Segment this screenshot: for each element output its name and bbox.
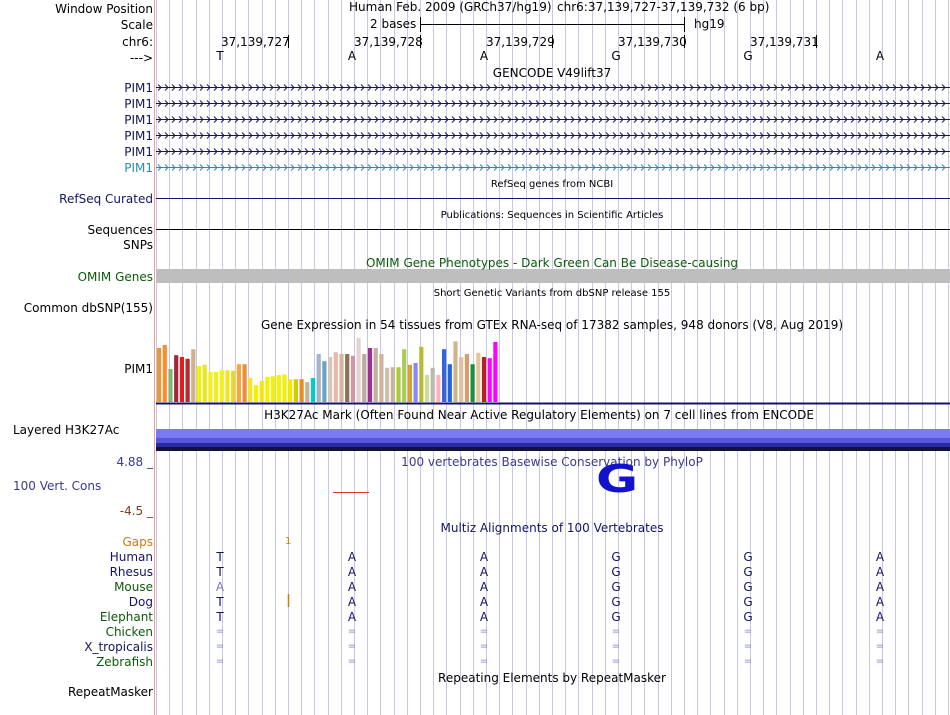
- gtex-bar: [300, 379, 304, 402]
- aligned-base: G: [743, 550, 753, 564]
- h3k27ac-signal[interactable]: [156, 429, 950, 451]
- gtex-bar: [493, 342, 497, 402]
- aligned-base: =: [875, 641, 885, 652]
- aligned-base: T: [216, 550, 224, 564]
- gtex-bar: [282, 374, 286, 402]
- aligned-base: =: [875, 656, 885, 667]
- gtex-bar: [476, 353, 480, 402]
- refseq-label[interactable]: RefSeq Curated: [59, 192, 153, 206]
- refseq-title: RefSeq genes from NCBI: [490, 179, 614, 190]
- gtex-bar: [368, 348, 372, 402]
- aligned-base: G: [611, 550, 621, 564]
- base-grid: [157, 0, 949, 715]
- aligned-base: A: [347, 550, 357, 564]
- gtex-bar: [322, 361, 326, 402]
- aligned-base: A: [347, 565, 357, 579]
- coord-2: 37,139,728: [354, 35, 423, 49]
- gtex-bar: [408, 365, 412, 402]
- gtex-bar: [345, 354, 349, 402]
- aligned-base: A: [479, 580, 489, 594]
- gtex-bar: [265, 377, 269, 402]
- gtex-bar: [191, 349, 195, 402]
- gencode-transcript-2[interactable]: PIM1: [124, 97, 153, 111]
- gtex-bar: [157, 348, 161, 402]
- gtex-bar: [203, 365, 207, 402]
- dbsnp-label[interactable]: Common dbSNP(155): [23, 301, 153, 315]
- gencode-transcript-5[interactable]: PIM1: [124, 145, 153, 159]
- aligned-base: G: [743, 595, 753, 609]
- gtex-bar: [208, 372, 212, 402]
- species-label[interactable]: X_tropicalis: [84, 640, 153, 654]
- gencode-transcript-3[interactable]: PIM1: [124, 113, 153, 127]
- species-label[interactable]: Mouse: [114, 580, 153, 594]
- aligned-base: A: [479, 610, 489, 624]
- aligned-base: =: [611, 626, 621, 637]
- species-label[interactable]: Rhesus: [109, 565, 153, 579]
- gtex-bar: [448, 364, 452, 402]
- species-label[interactable]: Chicken: [105, 625, 153, 639]
- gtex-bar: [168, 369, 172, 402]
- gtex-bar: [260, 381, 264, 402]
- gtex-bar: [305, 382, 309, 402]
- gtex-bar: [465, 354, 469, 402]
- aligned-base: A: [479, 550, 489, 564]
- gtex-bar: [385, 368, 389, 402]
- gtex-bar: [453, 341, 457, 402]
- aligned-base: A: [875, 550, 885, 564]
- omim-title: OMIM Gene Phenotypes - Dark Green Can Be Disease-causing: [365, 256, 739, 270]
- aligned-base: A: [479, 595, 489, 609]
- aligned-base: A: [347, 580, 357, 594]
- gtex-bar: [488, 358, 492, 402]
- conservation-logo-letter: G: [596, 457, 639, 501]
- db-label: hg19: [694, 17, 725, 31]
- gtex-bar: [414, 363, 418, 402]
- aligned-base: T: [216, 595, 224, 609]
- aligned-base: G: [611, 610, 621, 624]
- ref-base-1: T: [216, 49, 224, 63]
- ref-base-2: A: [347, 49, 357, 63]
- gtex-bar: [339, 354, 343, 402]
- scale-text: 2 bases: [370, 17, 417, 31]
- gtex-bar: [277, 375, 281, 402]
- ref-base-3: A: [479, 49, 489, 63]
- gencode-transcript-6[interactable]: PIM1: [124, 161, 153, 175]
- gaps-mark: 1: [285, 536, 292, 547]
- aligned-base: =: [743, 641, 753, 652]
- aligned-base: G: [743, 565, 753, 579]
- omim-label[interactable]: OMIM Genes: [77, 270, 153, 284]
- gtex-bar: [442, 349, 446, 402]
- aligned-base: G: [743, 610, 753, 624]
- gtex-bar: [471, 364, 475, 402]
- aligned-base: =: [479, 641, 489, 652]
- aligned-base: A: [347, 595, 357, 609]
- aligned-base: T: [216, 610, 224, 624]
- gtex-bar: [237, 364, 241, 402]
- gtex-bar: [174, 355, 178, 402]
- gtex-bar: [334, 352, 338, 402]
- sequences-label[interactable]: Sequences: [87, 223, 153, 237]
- aligned-base: A: [875, 610, 885, 624]
- coord-5: 37,139,731: [750, 35, 819, 49]
- gtex-bar: [391, 367, 395, 402]
- repeatmasker-title: Repeating Elements by RepeatMasker: [438, 671, 666, 685]
- aligned-base: =: [215, 626, 225, 637]
- omim-bar[interactable]: [156, 269, 950, 283]
- gencode-title: GENCODE V49lift37: [492, 66, 612, 80]
- gtex-bar: [186, 359, 190, 402]
- aligned-base: G: [743, 580, 753, 594]
- gtex-label[interactable]: PIM1: [124, 362, 153, 376]
- chr-label: chr6:: [122, 35, 153, 49]
- snps-label[interactable]: SNPs: [123, 238, 153, 252]
- gencode-transcript-4[interactable]: PIM1: [124, 129, 153, 143]
- window-position-label: Window Position: [55, 2, 153, 16]
- gtex-bar: [231, 371, 235, 402]
- aligned-base: A: [875, 580, 885, 594]
- conservation-min-label: -4.5 _: [119, 504, 153, 518]
- dbsnp-title: Short Genetic Variants from dbSNP release 155: [433, 288, 671, 299]
- gtex-bar: [311, 378, 315, 402]
- coord-1: 37,139,727: [221, 35, 290, 49]
- aligned-base: =: [875, 626, 885, 637]
- gtex-bar: [248, 378, 252, 402]
- aligned-base: G: [611, 595, 621, 609]
- coord-4: 37,139,730: [618, 35, 687, 49]
- aligned-base: =: [215, 641, 225, 652]
- aligned-base: =: [347, 641, 357, 652]
- gtex-bar: [351, 356, 355, 402]
- gencode-transcript-1[interactable]: PIM1: [124, 81, 153, 95]
- assembly-text: Human Feb. 2009 (GRCh37/hg19): [349, 0, 552, 14]
- gtex-bar: [288, 379, 292, 402]
- gtex-bar: [396, 367, 400, 402]
- aligned-base: =: [347, 656, 357, 667]
- aligned-base: =: [611, 656, 621, 667]
- aligned-base: A: [347, 610, 357, 624]
- aligned-base: A: [215, 580, 225, 594]
- gtex-bar: [357, 338, 361, 402]
- gtex-bar: [180, 357, 184, 402]
- conservation-label[interactable]: 100 Vert. Cons: [13, 479, 102, 493]
- gtex-bar: [163, 345, 167, 402]
- aligned-base: =: [479, 626, 489, 637]
- position-text: chr6:37,139,727-37,139,732 (6 bp): [557, 0, 770, 14]
- gtex-bar: [197, 366, 201, 402]
- species-label[interactable]: Elephant: [99, 610, 153, 624]
- h3k27ac-label[interactable]: Layered H3K27Ac: [13, 423, 120, 437]
- conservation-title: 100 vertebrates Basewise Conservation by PhyloP: [401, 455, 703, 469]
- gtex-bar: [220, 370, 224, 402]
- strand-label: --->: [129, 51, 153, 65]
- gtex-bar: [362, 354, 366, 402]
- species-label[interactable]: Zebrafish: [96, 655, 153, 669]
- gtex-bar: [317, 354, 321, 402]
- species-label[interactable]: Dog: [128, 595, 153, 609]
- aligned-base: =: [743, 656, 753, 667]
- gtex-bar: [436, 375, 440, 402]
- gtex-bar: [214, 372, 218, 402]
- aligned-base: =: [215, 656, 225, 667]
- gtex-bar: [271, 376, 275, 402]
- gtex-bar: [419, 347, 423, 402]
- gaps-label[interactable]: Gaps: [122, 535, 153, 549]
- coord-3: 37,139,729: [486, 35, 555, 49]
- aligned-base: =: [347, 626, 357, 637]
- gtex-bar: [482, 357, 486, 402]
- aligned-base: T: [216, 565, 224, 579]
- gtex-bar: [431, 368, 435, 402]
- conservation-max-label: 4.88 _: [116, 455, 153, 469]
- ref-base-5: G: [743, 49, 753, 63]
- gtex-bar: [254, 385, 258, 402]
- gtex-bar: [402, 349, 406, 402]
- gtex-bar: [225, 370, 229, 402]
- aligned-base: A: [875, 595, 885, 609]
- repeatmasker-label[interactable]: RepeatMasker: [67, 685, 153, 699]
- aligned-base: G: [611, 580, 621, 594]
- aligned-base: A: [875, 565, 885, 579]
- publications-title: Publications: Sequences in Scientific Articles: [440, 210, 664, 221]
- h3k27ac-title: H3K27Ac Mark (Often Found Near Active Regulatory Elements) on 7 cell lines from ENCODE: [264, 408, 814, 422]
- gtex-bar: [425, 375, 429, 402]
- gtex-bar: [459, 357, 463, 402]
- gtex-bar: [294, 379, 298, 402]
- gtex-bar: [243, 364, 247, 402]
- aligned-base: =: [479, 656, 489, 667]
- gtex-bar: [328, 357, 332, 402]
- aligned-base: G: [611, 565, 621, 579]
- aligned-base: =: [743, 626, 753, 637]
- multiz-title: Multiz Alignments of 100 Vertebrates: [440, 521, 664, 535]
- species-label[interactable]: Human: [109, 550, 153, 564]
- ref-base-6: A: [875, 49, 885, 63]
- ref-base-4: G: [611, 49, 621, 63]
- gtex-title: Gene Expression in 54 tissues from GTEx RNA-seq of 17382 samples, 948 donors (V8, Aug 2019): [260, 318, 844, 332]
- scale-label: Scale: [120, 18, 153, 32]
- gtex-bar: [374, 348, 378, 402]
- gtex-bar: [379, 354, 383, 402]
- aligned-base: =: [611, 641, 621, 652]
- aligned-base: A: [479, 565, 489, 579]
